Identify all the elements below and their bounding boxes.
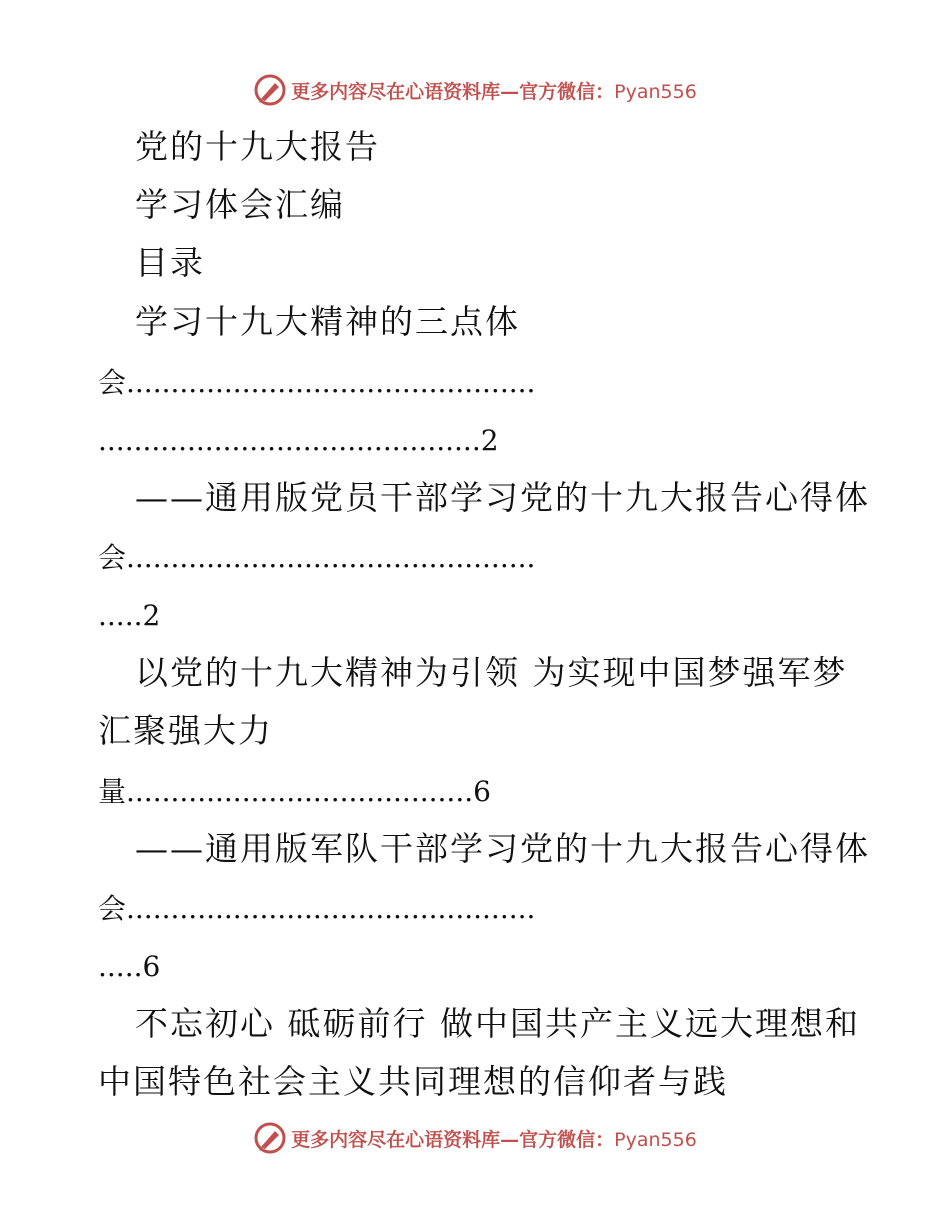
- pen-logo-icon: [253, 1121, 287, 1155]
- banner-wechat-id: Pyan556: [614, 80, 697, 103]
- toc-entry-3-title: 以党的十九大精神为引领 为实现中国梦强军梦: [135, 653, 848, 692]
- toc-entry-4-leader: 会..............................................: [98, 892, 536, 925]
- toc-entry-5-title: 不忘初心 砥砺前行 做中国共产主义远大理想和: [135, 1004, 860, 1043]
- toc-entry-1-page: ...........................................2: [98, 424, 499, 457]
- toc-entry-1-title: 学习十九大精神的三点体: [135, 302, 520, 341]
- toc-entry-2-leader: 会..............................................: [98, 541, 536, 574]
- toc-entry-1-leader: 会..............................................: [98, 366, 536, 399]
- banner-wechat-id: Pyan556: [614, 1128, 697, 1151]
- toc-entry-3-title-cont: 汇聚强大力: [98, 711, 273, 750]
- toc-entry-3-leader: 量.......................................6: [98, 775, 491, 808]
- toc-entry-4-title: ——通用版军队干部学习党的十九大报告心得体: [135, 829, 870, 868]
- toc-entry-2-title: ——通用版党员干部学习党的十九大报告心得体: [135, 478, 870, 517]
- doc-title-line-2: 学习体会汇编: [135, 185, 345, 224]
- toc-entry-5-title-cont: 中国特色社会主义共同理想的信仰者与践: [98, 1062, 728, 1101]
- toc-heading: 目录: [135, 243, 205, 282]
- banner-text: [291, 1125, 697, 1152]
- doc-title-line-1: 党的十九大报告: [135, 127, 380, 166]
- toc-entry-4-page: .....6: [98, 950, 161, 983]
- footer-watermark-banner: [0, 1118, 950, 1158]
- banner-label: 更多内容尽在心语资料库—官方微信：: [291, 1128, 615, 1151]
- toc-entry-2-page: .....2: [98, 599, 161, 632]
- banner-label: 更多内容尽在心语资料库—官方微信：: [291, 80, 615, 103]
